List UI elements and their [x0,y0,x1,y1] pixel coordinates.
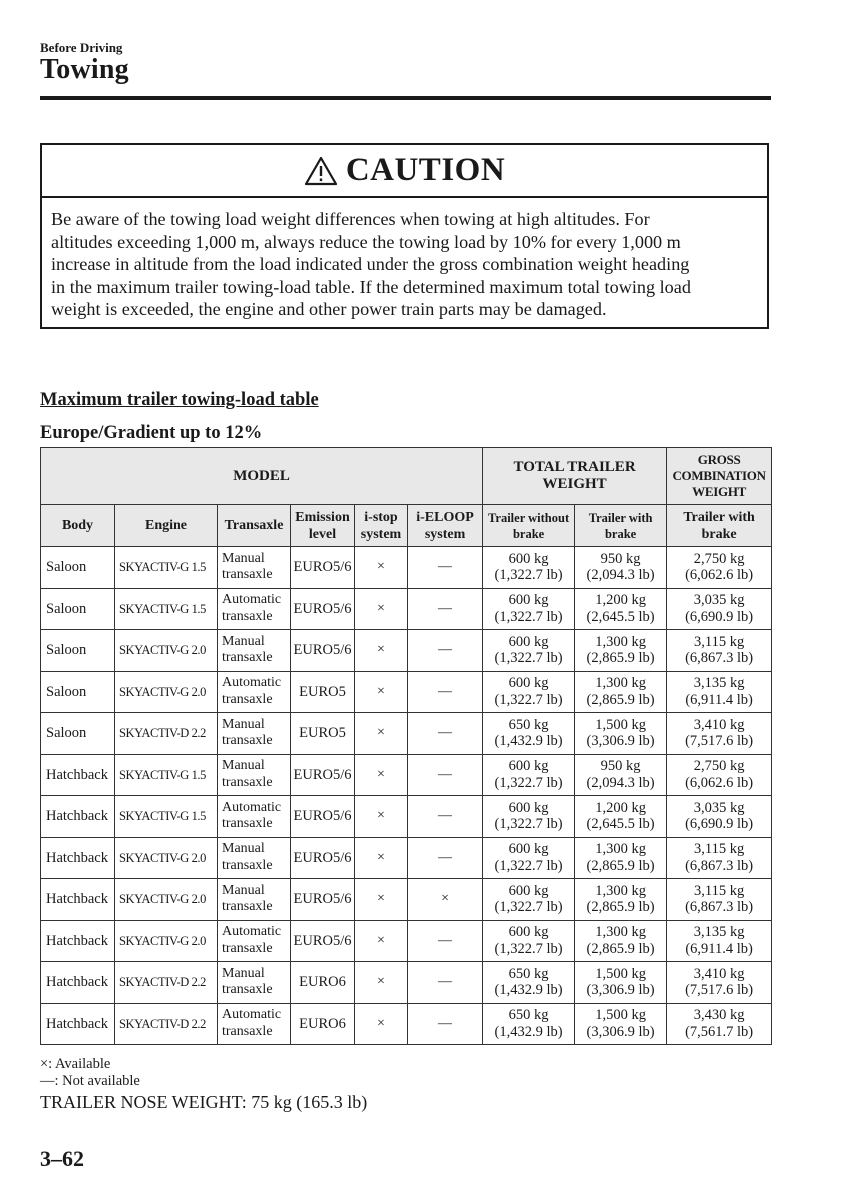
title-rule [40,96,771,100]
cell-emission: EURO5/6 [291,547,355,589]
cell-gcw: 3,135 kg (6,911.4 lb) [667,920,772,962]
cell-transaxle: Automatic transaxle [218,588,291,630]
table-row [41,837,772,879]
caution-line: increase in altitude from the load indicated under the gross combination weight heading [51,254,690,274]
cell-trailer-without-brake: 650 kg (1,432.9 lb) [483,713,575,755]
cell-body: Saloon [41,588,115,630]
col-ieloop: i-ELOOP system [408,505,483,547]
cell-trailer-without-brake: 600 kg (1,322.7 lb) [483,920,575,962]
cell-engine: SKYACTIV-G 1.5 [115,754,218,796]
cell-gcw: 3,410 kg (7,517.6 lb) [667,713,772,755]
cell-body: Saloon [41,671,115,713]
cell-trailer-with-brake: 1,300 kg (2,865.9 lb) [575,837,667,879]
cell-body: Saloon [41,547,115,589]
towing-load-table [40,447,772,1045]
cell-ieloop: — [408,671,483,713]
cell-emission: EURO5/6 [291,754,355,796]
cell-transaxle: Automatic transaxle [218,920,291,962]
col-trailer-with-brake: Trailer with brake [575,505,667,547]
cell-body: Hatchback [41,962,115,1004]
caution-box [40,143,769,329]
cell-trailer-without-brake: 600 kg (1,322.7 lb) [483,754,575,796]
cell-engine: SKYACTIV-G 1.5 [115,796,218,838]
col-trailer-without-brake: Trailer without brake [483,505,575,547]
cell-istop: × [355,713,408,755]
cell-ieloop: — [408,920,483,962]
caution-line: Be aware of the towing load weight differences when towing at high altitudes. For [51,209,650,229]
cell-trailer-with-brake: 1,500 kg (3,306.9 lb) [575,962,667,1004]
cell-engine: SKYACTIV-G 2.0 [115,879,218,921]
col-engine: Engine [115,505,218,547]
cell-engine: SKYACTIV-G 2.0 [115,837,218,879]
section-label: Before Driving [40,40,123,55]
cell-trailer-without-brake: 600 kg (1,322.7 lb) [483,588,575,630]
gross-combination-weight-header: GROSS COMBINATION WEIGHT [667,448,772,505]
cell-gcw: 3,410 kg (7,517.6 lb) [667,962,772,1004]
caution-text [42,198,767,321]
cell-emission: EURO5/6 [291,920,355,962]
cell-transaxle: Manual transaxle [218,754,291,796]
cell-ieloop: — [408,796,483,838]
cell-istop: × [355,630,408,672]
cell-trailer-with-brake: 1,500 kg (3,306.9 lb) [575,713,667,755]
cell-gcw: 3,035 kg (6,690.9 lb) [667,796,772,838]
legend [40,1056,140,1090]
cell-trailer-with-brake: 1,300 kg (2,865.9 lb) [575,920,667,962]
cell-engine: SKYACTIV-G 2.0 [115,920,218,962]
cell-ieloop: — [408,962,483,1004]
col-emission: Emission level [291,505,355,547]
cell-transaxle: Manual transaxle [218,630,291,672]
caution-line: in the maximum trailer towing-load table. If the determined maximum total towing load [51,276,691,297]
cell-engine: SKYACTIV-G 1.5 [115,588,218,630]
cell-istop: × [355,754,408,796]
cell-ieloop: — [408,1003,483,1045]
cell-engine: SKYACTIV-G 1.5 [115,547,218,589]
cell-transaxle: Manual transaxle [218,879,291,921]
cell-trailer-with-brake: 950 kg (2,094.3 lb) [575,754,667,796]
cell-body: Saloon [41,630,115,672]
cell-trailer-without-brake: 650 kg (1,432.9 lb) [483,962,575,1004]
cell-emission: EURO5/6 [291,630,355,672]
cell-trailer-with-brake: 1,200 kg (2,645.5 lb) [575,796,667,838]
cell-istop: × [355,920,408,962]
model-header: MODEL [41,448,483,505]
caution-line: weight is exceeded, the engine and other power train parts may be damaged. [51,299,607,319]
cell-ieloop: × [408,879,483,921]
cell-body: Hatchback [41,920,115,962]
table-row [41,630,772,672]
cell-emission: EURO6 [291,1003,355,1045]
col-gcw-trailer-with-brake: Trailer with brake [667,505,772,547]
table-row [41,547,772,589]
col-istop: i-stop system [355,505,408,547]
cell-istop: × [355,837,408,879]
cell-body: Hatchback [41,1003,115,1045]
cell-istop: × [355,547,408,589]
cell-transaxle: Manual transaxle [218,547,291,589]
table-heading: Maximum trailer towing-load table [40,390,319,410]
total-trailer-weight-header: TOTAL TRAILER WEIGHT [483,448,667,505]
cell-body: Hatchback [41,837,115,879]
cell-trailer-without-brake: 600 kg (1,322.7 lb) [483,837,575,879]
cell-engine: SKYACTIV-D 2.2 [115,1003,218,1045]
table-subheading: Europe/Gradient up to 12% [40,423,263,443]
cell-ieloop: — [408,713,483,755]
cell-gcw: 3,115 kg (6,867.3 lb) [667,630,772,672]
cell-ieloop: — [408,630,483,672]
cell-istop: × [355,671,408,713]
cell-transaxle: Manual transaxle [218,713,291,755]
cell-transaxle: Automatic transaxle [218,796,291,838]
cell-emission: EURO5 [291,671,355,713]
cell-engine: SKYACTIV-G 2.0 [115,671,218,713]
page-number: 3–62 [40,1146,84,1171]
cell-engine: SKYACTIV-D 2.2 [115,962,218,1004]
cell-trailer-with-brake: 1,500 kg (3,306.9 lb) [575,1003,667,1045]
cell-istop: × [355,796,408,838]
cell-ieloop: — [408,754,483,796]
cell-istop: × [355,879,408,921]
col-transaxle: Transaxle [218,505,291,547]
cell-engine: SKYACTIV-G 2.0 [115,630,218,672]
cell-emission: EURO5/6 [291,796,355,838]
cell-body: Hatchback [41,754,115,796]
cell-gcw: 3,135 kg (6,911.4 lb) [667,671,772,713]
legend-available: ×: Available [40,1056,111,1072]
cell-gcw: 3,115 kg (6,867.3 lb) [667,879,772,921]
table-row [41,588,772,630]
cell-body: Saloon [41,713,115,755]
cell-ieloop: — [408,547,483,589]
cell-transaxle: Manual transaxle [218,962,291,1004]
col-body: Body [41,505,115,547]
cell-trailer-with-brake: 1,300 kg (2,865.9 lb) [575,879,667,921]
table-row [41,754,772,796]
table-row [41,713,772,755]
page-title: Towing [40,54,129,85]
table-row [41,962,772,1004]
cell-emission: EURO6 [291,962,355,1004]
cell-emission: EURO5/6 [291,879,355,921]
legend-not-available: —: Not available [40,1073,140,1089]
cell-gcw: 3,035 kg (6,690.9 lb) [667,588,772,630]
cell-trailer-with-brake: 1,200 kg (2,645.5 lb) [575,588,667,630]
table-row [41,796,772,838]
cell-istop: × [355,962,408,1004]
table-row [41,1003,772,1045]
cell-transaxle: Automatic transaxle [218,671,291,713]
cell-trailer-without-brake: 600 kg (1,322.7 lb) [483,671,575,713]
cell-emission: EURO5/6 [291,837,355,879]
cell-body: Hatchback [41,796,115,838]
caution-line: altitudes exceeding 1,000 m, always reduce the towing load by 10% for every 1,000 m [51,231,681,252]
cell-trailer-without-brake: 600 kg (1,322.7 lb) [483,879,575,921]
table-row [41,671,772,713]
cell-trailer-with-brake: 950 kg (2,094.3 lb) [575,547,667,589]
cell-ieloop: — [408,837,483,879]
cell-gcw: 2,750 kg (6,062.6 lb) [667,547,772,589]
trailer-nose-weight: TRAILER NOSE WEIGHT: 75 kg (165.3 lb) [40,1092,368,1112]
cell-body: Hatchback [41,879,115,921]
table-row [41,920,772,962]
cell-istop: × [355,588,408,630]
cell-gcw: 2,750 kg (6,062.6 lb) [667,754,772,796]
caution-title: CAUTION [345,152,506,188]
cell-trailer-with-brake: 1,300 kg (2,865.9 lb) [575,630,667,672]
cell-trailer-with-brake: 1,300 kg (2,865.9 lb) [575,671,667,713]
cell-gcw: 3,115 kg (6,867.3 lb) [667,837,772,879]
caution-header [42,145,767,198]
cell-gcw: 3,430 kg (7,561.7 lb) [667,1003,772,1045]
cell-engine: SKYACTIV-D 2.2 [115,713,218,755]
cell-emission: EURO5 [291,713,355,755]
cell-trailer-without-brake: 600 kg (1,322.7 lb) [483,630,575,672]
cell-ieloop: — [408,588,483,630]
cell-trailer-without-brake: 650 kg (1,432.9 lb) [483,1003,575,1045]
warning-triangle-icon [304,156,338,186]
cell-transaxle: Automatic transaxle [218,1003,291,1045]
cell-istop: × [355,1003,408,1045]
cell-trailer-without-brake: 600 kg (1,322.7 lb) [483,547,575,589]
cell-trailer-without-brake: 600 kg (1,322.7 lb) [483,796,575,838]
table-row [41,879,772,921]
cell-emission: EURO5/6 [291,588,355,630]
cell-transaxle: Manual transaxle [218,837,291,879]
